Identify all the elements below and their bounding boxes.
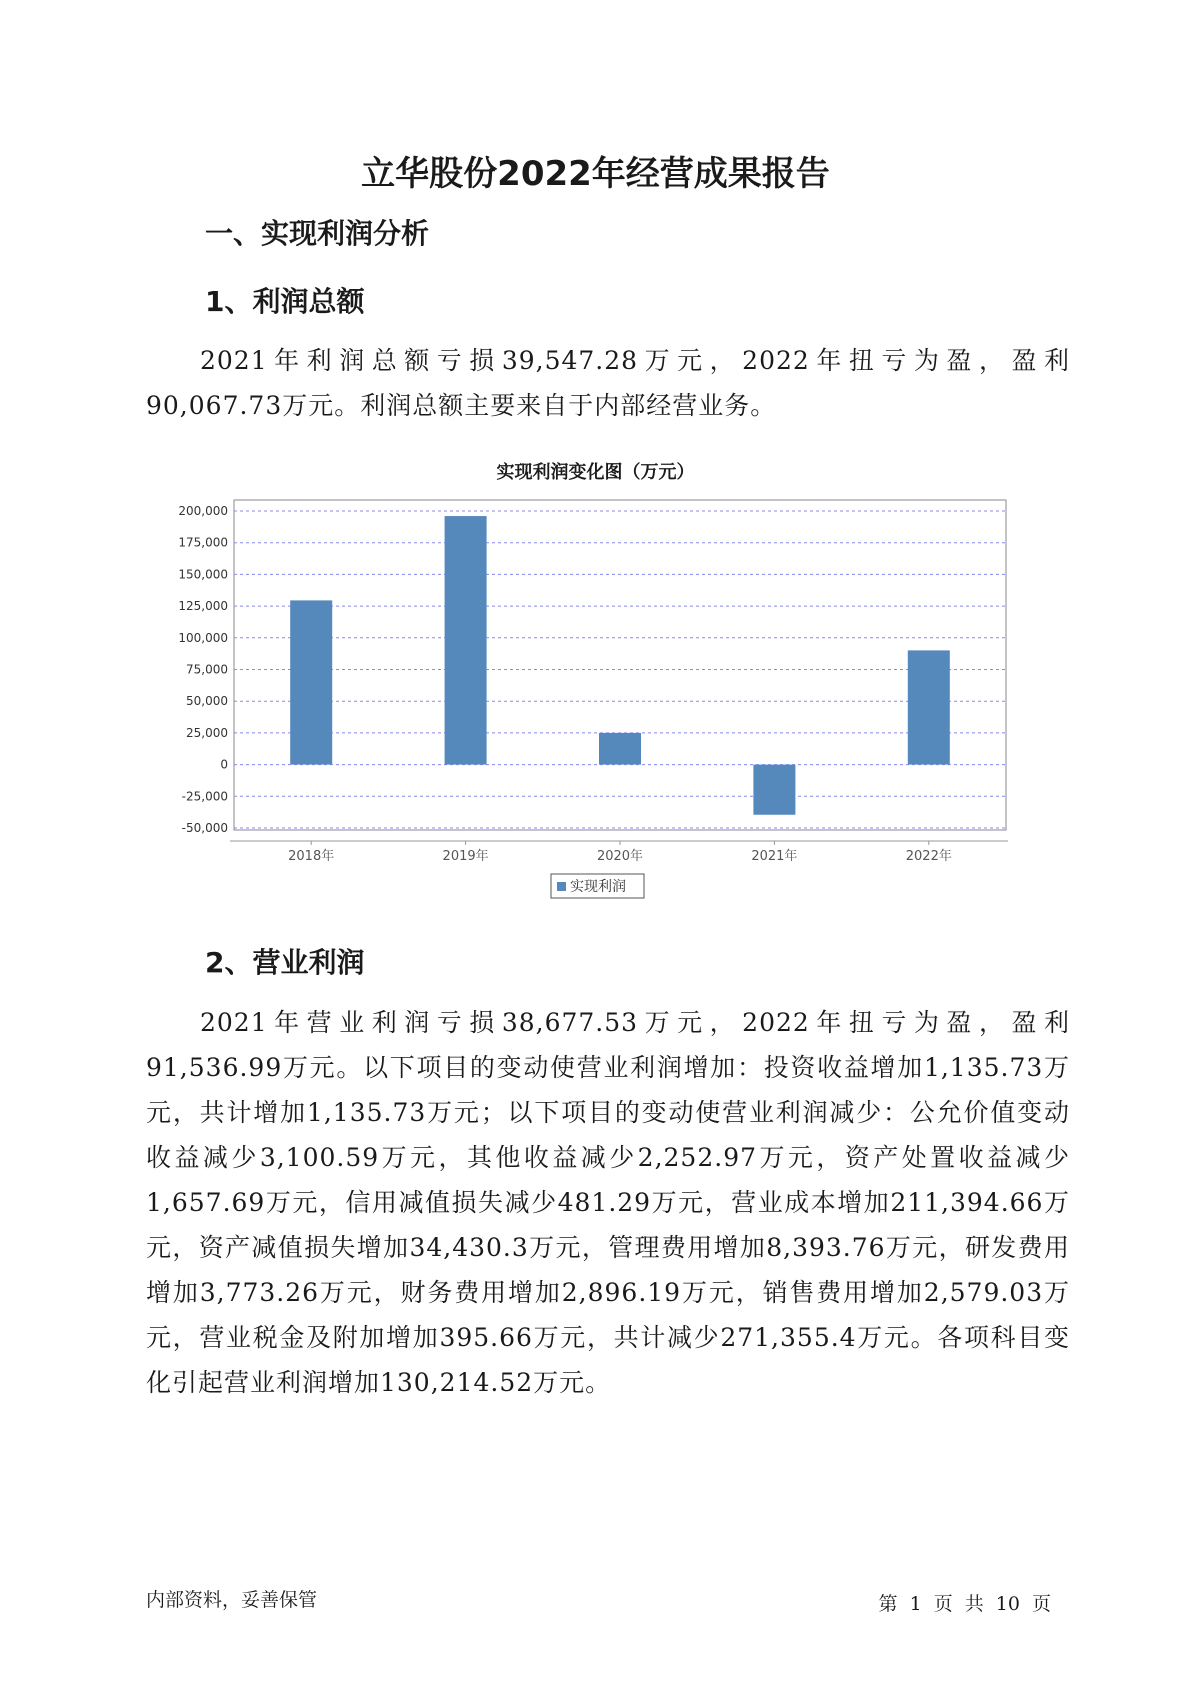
x-tick-label: 2018年 — [288, 849, 335, 864]
section-heading-profit-analysis: 一、实现利润分析 — [205, 217, 430, 250]
y-tick-label: -50,000 — [181, 821, 228, 835]
y-tick-label: 75,000 — [186, 662, 228, 677]
y-tick-label: -25,000 — [181, 789, 228, 804]
paragraph-operating-profit: 2021年营业利润亏损38,677.53万元，2022年扭亏为盈，盈利91,536.99万元。以下项目的变动使营业利润增加：投资收益增加1,135.73万元，共计增加1,135.73万元；以下项目的变动使营业利润减少：公允价值变动收益减少3,100.59万元，其他收益减少2,252.97万元，资产处置收益减少1,657.69万元，信用减值损失减少481.29万元，营业成本增加211,394.66万元，资产减值损失增加34,430.3万元，管理费用增加8,393.76万元，研发费用增加3,773.26万元，财务费用增加2,896.19万元，销售费用增加2,579.03万元，营业税金及附加增加395.66万元，共计减少271,355.4万元。各项科目变化引起营业利润增加130,214.52万元。 — [146, 1008, 1070, 1397]
y-tick-label: 125,000 — [178, 599, 228, 614]
x-tick-label: 2020年 — [596, 849, 644, 864]
y-tick-label: 100,000 — [178, 630, 228, 645]
footer-page-number: 第 1 页 共 10 页 — [878, 1593, 1051, 1615]
y-tick-label: 25,000 — [186, 725, 228, 740]
bar — [445, 516, 487, 765]
y-tick-label: 175,000 — [178, 535, 228, 550]
y-tick-label: 200,000 — [178, 504, 228, 518]
x-tick-label: 2021年 — [751, 849, 798, 864]
bar — [908, 650, 950, 764]
x-tick-label: 2022年 — [905, 849, 952, 864]
y-tick-label: 50,000 — [186, 694, 228, 709]
y-tick-label: 0 — [220, 757, 228, 772]
x-tick-label: 2019年 — [442, 849, 489, 864]
bar — [753, 765, 795, 815]
plot-frame — [234, 500, 1006, 830]
bar — [290, 600, 332, 764]
footer-confidential-note: 内部资料，妥善保管 — [146, 1589, 318, 1611]
subsection-heading-operating-profit: 2、营业利润 — [205, 946, 365, 979]
report-title: 立华股份2022年经营成果报告 — [361, 154, 830, 194]
subsection-heading-total-profit: 1、利润总额 — [205, 285, 365, 318]
legend-swatch — [557, 882, 566, 891]
bar — [599, 733, 641, 765]
paragraph-total-profit: 2021年利润总额亏损39,547.28万元，2022年扭亏为盈，盈利90,067.73万元。利润总额主要来自于内部经营业务。 — [146, 346, 1070, 420]
legend-label: 实现利润 — [570, 879, 626, 895]
y-tick-label: 150,000 — [178, 567, 228, 582]
chart-title: 实现利润变化图（万元） — [496, 462, 695, 483]
